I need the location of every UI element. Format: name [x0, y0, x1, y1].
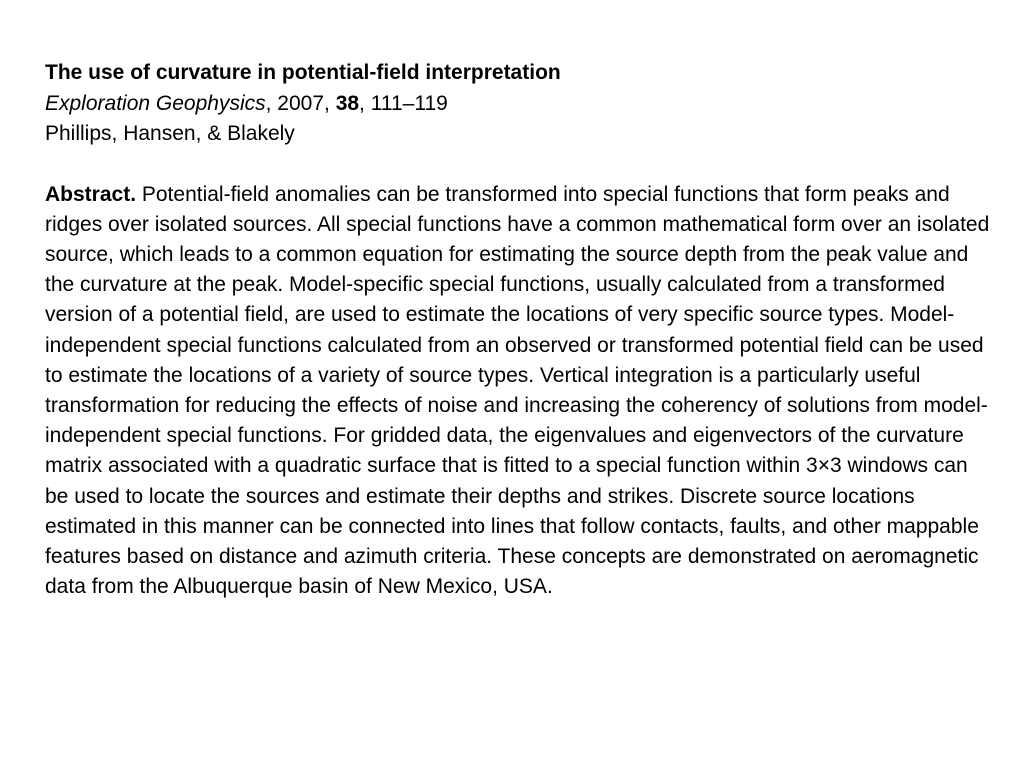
authors-line: Phillips, Hansen, & Blakely [45, 122, 295, 145]
abstract-text: Potential-field anomalies can be transformed into special functions that form peaks and ridges over isolated sources. All special functions have a common mathematical form over an isolated source, which leads to a common equation for estimating the source depth from the peak value and the curvature at the peak. Model-specific special functions, usually calculated from a transformed version of a potential field, are used to estimate the locations of very specific source types. Model-independent special functions calculated from an observed or transformed potential field can be used to estimate the locations of a variety of source types. Vertical integration is a particularly useful transformation for reducing the effects of noise and increasing the coherency of solutions from model-independent special functions. For gridded data, the eigenvalues and eigenvectors of the curvature matrix associated with a quadratic surface that is fitted to a special function within 3×3 windows can be used to locate the sources and estimate their depths and strikes. Discrete source locations estimated in this manner can be connected into lines that follow contacts, faults, and other mappable features based on distance and azimuth criteria. These concepts are demonstrated on aeromagnetic data from the Albuquerque basin of New Mexico, USA. [45, 182, 990, 599]
citation-separator: , [324, 91, 336, 115]
page-range: 111–119 [370, 91, 448, 115]
article-title: The use of curvature in potential-field interpretation [45, 61, 561, 84]
citation-line [45, 89, 995, 120]
journal-name: Exploration Geophysics [45, 91, 266, 115]
citation-separator: , [265, 91, 278, 115]
abstract-paragraph [45, 180, 995, 603]
publication-year: 2007 [277, 91, 325, 115]
abstract-label: Abstract. [45, 182, 137, 206]
volume-number: 38 [335, 91, 360, 115]
document-page [45, 58, 995, 602]
citation-separator: , [359, 91, 371, 115]
